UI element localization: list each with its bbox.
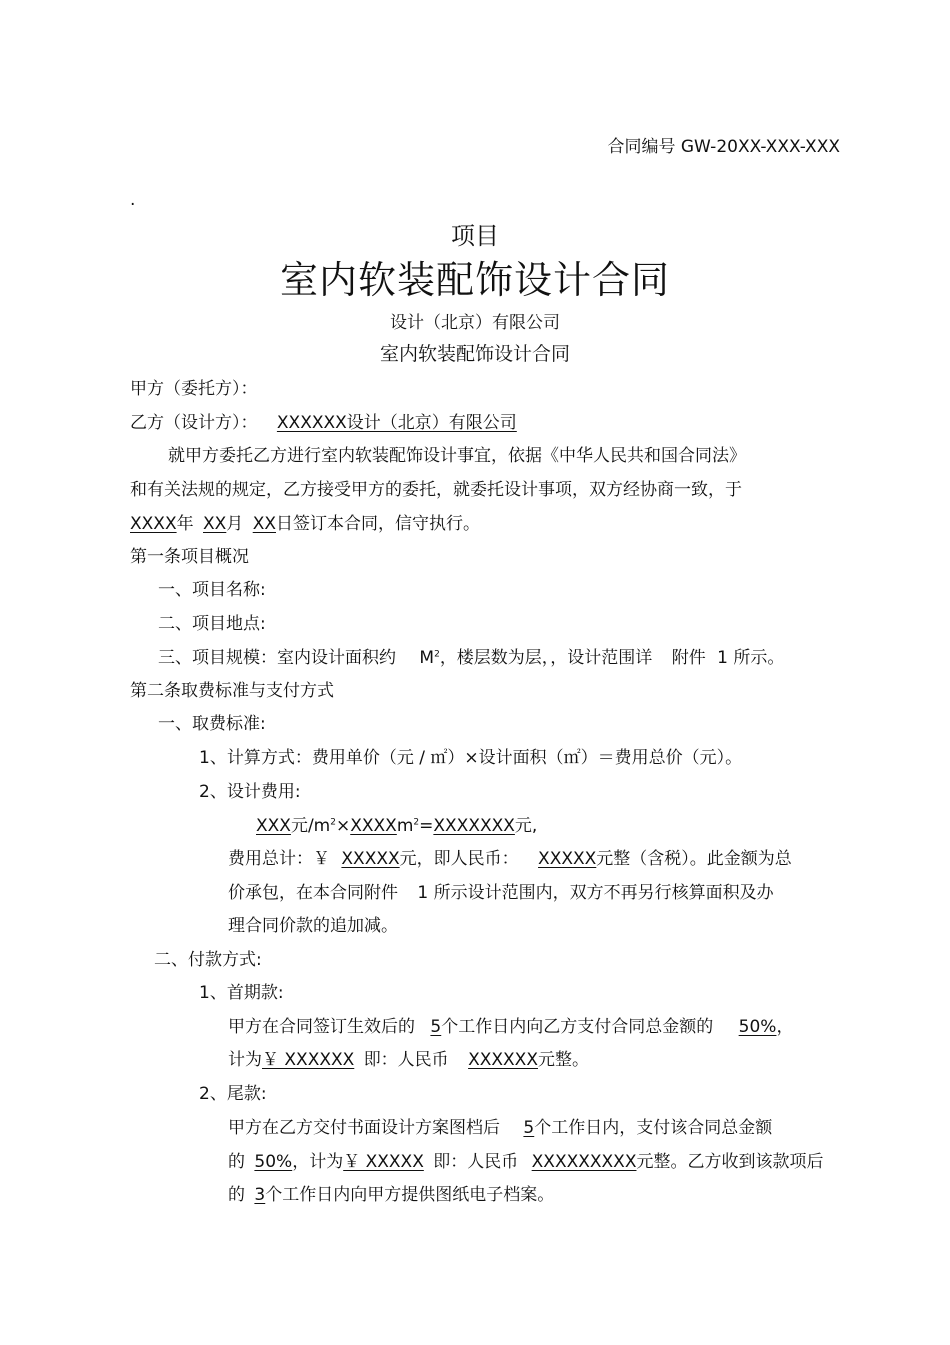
formula-total-unit: 元,: [514, 816, 538, 836]
intro-line-3-tail: 日签订本合同，信守执行。: [276, 514, 480, 534]
final-yen-amount: ￥ XXXXX: [343, 1152, 424, 1172]
final-l1-a: 甲方在乙方交付书面设计方案图档后: [228, 1118, 500, 1138]
final-payment-line-2: [228, 1150, 823, 1174]
title-project: 项目: [451, 222, 499, 250]
first-l1-b: 个工作日内向乙方支付合同总金额的: [441, 1017, 714, 1037]
first-l2-c: 元整。: [537, 1050, 589, 1070]
fee-total-label: 费用总计：: [228, 849, 313, 869]
article-2-heading: 第二条取费标准与支付方式: [130, 681, 334, 701]
title-main: 室内软装配饰设计合同: [279, 258, 670, 302]
final-l3-b: 个工作日内向甲方提供图纸电子档案。: [265, 1185, 555, 1205]
intro-line-1: 就甲方委托乙方进行室内软装配饰设计事宜，依据《中华人民共和国合同法》: [168, 446, 746, 466]
fee-total-yen: ￥: [313, 849, 330, 869]
final-l2-d: 元整。乙方收到该款项后: [636, 1152, 824, 1172]
project-location-item: 二、项目地点:: [158, 614, 266, 634]
final-days: 5: [523, 1118, 535, 1138]
final-l1-b: 个工作日内，支付该合同总金额: [534, 1118, 773, 1138]
first-rmb-amount: XXXXXX: [468, 1050, 538, 1070]
scale-text-d: 1 所示。: [717, 648, 785, 668]
article-1-heading: 第一条项目概况: [130, 547, 249, 567]
formula-sup-1: 2: [330, 817, 336, 828]
fee-note-line-2: [228, 881, 774, 905]
intro-line-2: 和有关法规的规定，乙方接受甲方的委托，就委托设计事项，双方经协商一致，于: [130, 480, 742, 500]
final-payment-line-1: [228, 1116, 772, 1140]
first-percent: 50%: [738, 1017, 777, 1037]
fee-total-line: [228, 847, 792, 871]
party-b-label: 乙方（设计方）：: [130, 413, 258, 433]
project-scale-item: [158, 646, 784, 670]
sign-day: XX: [252, 514, 276, 534]
final-percent: 50%: [254, 1152, 293, 1172]
first-l1-a: 甲方在合同签订生效后的: [228, 1017, 415, 1037]
scale-attachment: 附件: [671, 648, 706, 668]
sign-month: XX: [203, 514, 227, 534]
design-fee-heading: 2、设计费用:: [199, 782, 301, 802]
year-unit: 年: [176, 514, 194, 534]
final-l3-a: 的: [228, 1185, 245, 1205]
project-name-item: 一、项目名称:: [158, 580, 266, 600]
party-a-label: 甲方（委托方）：: [130, 379, 258, 399]
first-payment-line-2: [228, 1048, 589, 1072]
formula-unit: 元/m: [290, 816, 331, 836]
first-l2-a: 计为: [228, 1050, 262, 1070]
stray-dot: .: [130, 190, 136, 210]
final-payment-heading: 2、尾款:: [199, 1084, 267, 1104]
scale-text-b: ，楼层数为层，，设计范围详: [439, 648, 653, 668]
formula-total: XXXXXXX: [433, 816, 515, 836]
contract-number: 合同编号 GW-20XX-XXX-XXX: [607, 137, 840, 157]
formula-area: XXXX: [350, 816, 397, 836]
month-unit: 月: [226, 514, 244, 534]
title-sub: 室内软装配饰设计合同: [379, 343, 570, 365]
final-l2-a: 的: [228, 1152, 245, 1172]
final-rmb-amount: XXXXXXXXX: [531, 1152, 637, 1172]
first-yen-amount: ￥ XXXXXX: [262, 1050, 355, 1070]
fee-formula: [256, 814, 537, 838]
formula-eq: =: [419, 816, 434, 836]
formula-unit-price: XXX: [256, 816, 291, 836]
fee-note-b: 1 所示设计范围内，双方不再另行核算面积及办: [417, 883, 774, 903]
final-l2-b: ，计为: [292, 1152, 344, 1172]
party-b-name: XXXXXX设计（北京）有限公司: [276, 413, 517, 433]
scale-unit-sup: 2: [434, 649, 440, 660]
first-days: 5: [430, 1017, 442, 1037]
first-payment-line-1: [228, 1015, 793, 1039]
intro-line-3: [130, 512, 480, 536]
fee-total-rmb: XXXXX: [538, 849, 597, 869]
fee-total-mid: 元，即人民币：: [399, 849, 519, 869]
final-l2-c: 即：人民币: [433, 1152, 519, 1172]
final-l3-days: 3: [254, 1185, 266, 1205]
fee-total-amount: XXXXX: [341, 849, 400, 869]
first-l1-c: ，: [776, 1017, 794, 1037]
fee-standard-heading: 一、取费标准:: [158, 714, 266, 734]
title-company: 设计（北京）有限公司: [390, 313, 560, 333]
fee-total-tail: 元整（含税）。此金额为总: [596, 849, 792, 869]
formula-area-unit: m: [396, 816, 414, 836]
calc-method: 1、计算方式：费用单价（元 / ㎡）×设计面积（㎡）＝费用总价（元）。: [199, 748, 743, 768]
scale-text-a: 三、项目规模：室内设计面积约: [158, 648, 396, 668]
formula-sup-2: 2: [413, 817, 420, 828]
scale-unit: M: [419, 648, 435, 668]
payment-heading: 二、付款方式:: [154, 950, 262, 970]
first-l2-b: 即：人民币: [363, 1050, 449, 1070]
final-payment-line-3: [228, 1183, 554, 1207]
party-b-line: [130, 411, 517, 435]
fee-note-a: 价承包，在本合同附件: [228, 883, 398, 903]
formula-times: ×: [335, 816, 351, 836]
sign-year: XXXX: [130, 514, 177, 534]
first-payment-heading: 1、首期款:: [199, 983, 284, 1003]
fee-note-line-3: 理合同价款的追加减。: [228, 916, 398, 936]
